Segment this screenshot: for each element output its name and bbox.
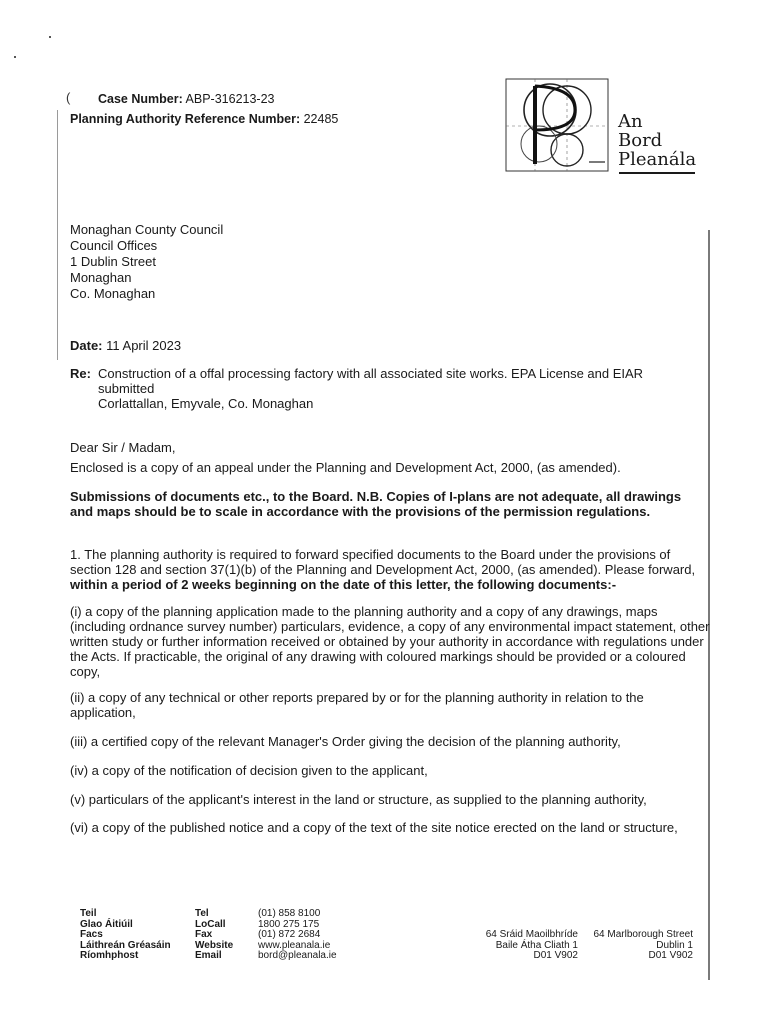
letter-date [70, 337, 181, 354]
footer-irish-labels [80, 909, 171, 962]
footer-phone: (01) 858 8100 [258, 908, 321, 919]
footer-label: LoCall [195, 918, 226, 930]
document-item-vi: (vi) a copy of the published notice and a copy of the text of the site notice erected on the land or structure, [70, 820, 678, 835]
item-1-paragraph [70, 547, 710, 592]
footer-label: Láithreán Gréasáin [80, 939, 171, 951]
address-line: Dublin 1 [656, 939, 693, 951]
footer-english-labels [195, 909, 233, 962]
item-1-text: 1. The planning authority is required to forward specified documents to the Board under the provisions of section 128 and section 37(1)(b) of the Planning and Development Act, 2000, (as amended). Please forward, [70, 547, 696, 577]
pa-reference-line [70, 110, 338, 128]
logo-line-bord: Bord [618, 130, 663, 151]
enclosed-statement: Enclosed is a copy of an appeal under the Planning and Development Act, 2000, (as amended). [70, 460, 621, 475]
address-line: 64 Sráid Maoilbhríde [485, 929, 578, 940]
subject-description: Construction of a offal processing factory with all associated site works. EPA License and EIAR submitted [98, 366, 644, 396]
document-item-ii: (ii) a copy of any technical or other reports prepared by or for the planning authority in relation to the application, [70, 690, 644, 720]
footer-locall: 1800 275 175 [258, 918, 320, 930]
address-line: D01 V902 [533, 950, 578, 961]
case-number-label: Case Number: [98, 92, 183, 106]
footer-contact-values [258, 909, 337, 962]
pa-reference-label: Planning Authority Reference Number: [70, 112, 301, 126]
footer-english-address [588, 930, 693, 962]
address-line: D01 V902 [648, 950, 693, 961]
paperclip-mark-icon: ( [66, 90, 71, 105]
case-number-line [70, 90, 275, 108]
address-line: Baile Átha Cliath 1 [495, 939, 578, 951]
footer-label: Email [195, 950, 222, 961]
subject-location: Corlattallan, Emyvale, Co. Monaghan [98, 396, 314, 411]
footer-label: Fax [195, 929, 213, 940]
logo-line-pleanala: Pleanála [618, 149, 697, 170]
re-label: Re: [70, 366, 91, 381]
salutation: Dear Sir / Madam, [70, 440, 176, 455]
footer-website: www.pleanala.ie [258, 939, 331, 951]
item-1-deadline: within a period of 2 weeks beginning on the date of this letter, the following documents:- [70, 577, 617, 592]
submissions-heading: Submissions of documents etc., to the Board. N.B. Copies of I-plans are not adequate, all drawings and maps should be to scale in accordance with the provisions of the permission regulations. [70, 489, 682, 519]
footer-label: Facs [80, 929, 103, 940]
logo-line-an: An [618, 111, 643, 132]
pa-reference-value: 22485 [303, 112, 339, 126]
address-line: Monaghan County Council [70, 222, 224, 237]
footer-label: Teil [80, 908, 97, 919]
footer-label: Website [195, 939, 234, 951]
footer-fax: (01) 872 2684 [258, 929, 321, 940]
address-line: 1 Dublin Street [70, 254, 156, 269]
date-label: Date: [70, 338, 103, 353]
logo-wordmark [618, 112, 696, 169]
address-line: Monaghan [70, 270, 132, 285]
footer-label: Tel [195, 908, 209, 919]
footer-irish-address [470, 930, 578, 962]
scan-edge-line [57, 110, 58, 360]
document-item-iv: (iv) a copy of the notification of decision given to the applicant, [70, 763, 428, 778]
bord-pleanala-logo-icon [505, 78, 609, 172]
date-value: 11 April 2023 [106, 338, 182, 353]
address-line: Co. Monaghan [70, 286, 156, 301]
subject-block [70, 366, 700, 411]
scan-speck [14, 56, 16, 58]
case-number-value: ABP-316213-23 [185, 92, 275, 106]
footer-email: bord@pleanala.ie [258, 950, 337, 961]
logo-underline [619, 172, 695, 174]
document-item-i: (i) a copy of the planning application made to the planning authority and a copy of any drawings, maps (including ordnance survey number) particulars, evidence, a copy of any environmental impact statement, other written study or further information received or obtained by your authority in accordance with regulations under the Acts. If practicable, the original of any drawing with coloured markings should be provided or a coloured copy, [70, 604, 710, 679]
address-line: 64 Marlborough Street [593, 929, 693, 940]
document-item-iii: (iii) a certified copy of the relevant Manager's Order giving the decision of the planning authority, [70, 734, 621, 749]
footer-label: Ríomhphost [80, 950, 139, 961]
scan-speck [49, 36, 51, 38]
address-line: Council Offices [70, 238, 158, 253]
document-item-v: (v) particulars of the applicant's interest in the land or structure, as supplied to the planning authority, [70, 792, 647, 807]
recipient-address [70, 222, 223, 302]
footer-label: Glao Áitiúil [80, 918, 133, 930]
